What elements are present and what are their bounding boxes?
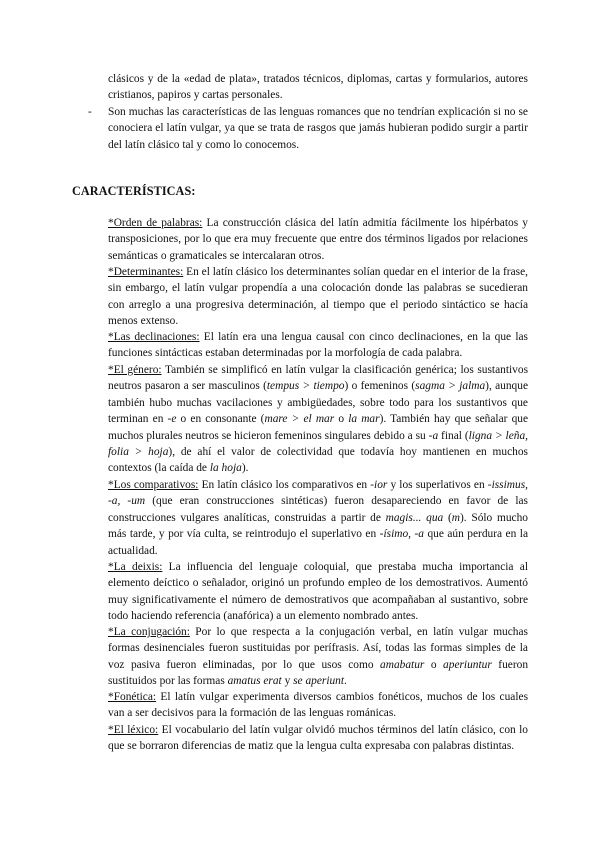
section-title: *Determinantes: [108, 266, 184, 278]
section-title: *Las declinaciones: [108, 331, 200, 343]
example-word: mare > el mar [264, 413, 335, 426]
section-text: ), de ahí el valor de colectividad que todavía hoy mantienen en muchos contextos (la caída de [108, 446, 528, 475]
section-text: La construcción clásica del latín admitía fácilmente los hipérbatos y transposiciones, por lo que era muy frecuente que entre dos términos ligados por relaciones semánticas o gramaticales se intercalaran otros. [108, 217, 528, 262]
section-text: fueron sustituidos por las formas [108, 658, 529, 688]
section-text: ). [241, 462, 249, 475]
section-genero [108, 362, 528, 477]
section-text: El vocabulario del latín vulgar olvidó muchos términos del latín clásico, con lo que se borraron diferencias de matiz que la lengua culta expresaba con palabras distintas. [108, 724, 529, 753]
section-text: La influencia del lenguaje coloquial, que prestaba mucha importancia al elemento deíctico o señalador, originó un profundo empleo de los demostrativos. Aumentó muy significativamente el número de demostrativos que acompañaban al sustantivo, sobre todo haciendo referencia (anafórica) a un elemento nombrado antes. [108, 561, 529, 623]
example-word: -a [428, 429, 439, 442]
section-text: (que eran construcciones sintéticas) fueron desapareciendo en favor de las construcciones vulgares analíticas, construidas a partir de [108, 495, 528, 524]
bullet-marker: - [88, 106, 92, 118]
bullet-paragraph [88, 104, 528, 153]
section-fonetica [108, 689, 528, 722]
section-text: o [424, 658, 444, 671]
section-text: ), aunque también hubo muchas vacilaciones y ambigüedades, sobre todo para los sustantivos que terminan en [108, 380, 529, 426]
example-word: magis... qua [385, 511, 444, 524]
section-title: *Fonética: [108, 691, 157, 703]
section-orden-de-palabras [108, 215, 528, 264]
section-text: En el latín clásico los determinantes solían quedar en el interior de la frase, sin embargo, el latín vulgar propendía a una colocación donde las palabras se sucedieran con arreglo a una progresiva determinación, al tiempo que el periodo sintáctico se hacía menos extenso. [108, 266, 528, 328]
section-text: ). Sólo mucho más tarde, y por vía culta, se reintrodujo el superlativo en [108, 511, 528, 541]
section-text: Por lo que respecta a la conjugación verbal, en latín vulgar muchas formas desinenciales fueron sustituidas por perífrasis. Así, todas las formas simples de la voz pasiva fueron eliminadas, por lo que usos como [108, 626, 528, 671]
section-text: ). También hay que señalar que muchos plurales neutros se hicieron femeninos singulares debido a su [108, 413, 529, 442]
section-text: final ( [438, 429, 469, 442]
section-text: o [334, 413, 349, 426]
section-title: *El léxico: [108, 724, 159, 736]
example-word: la hoja [209, 462, 242, 475]
section-declinaciones [108, 329, 528, 362]
section-lexico [108, 722, 528, 755]
section-heading: CARACTERÍSTICAS: [72, 184, 196, 198]
section-title: *Los comparativos: [108, 479, 199, 491]
section-deixis [108, 559, 528, 625]
section-comparativos [108, 477, 528, 559]
section-text: El latín vulgar experimenta diversos cambios fonéticos, muchos de los cuales van a ser decisivos para la formación de las lenguas románicas. [108, 691, 528, 720]
section-text: y [281, 675, 294, 688]
section-text: El latín era una lengua causal con cinco declinaciones, en la que las funciones sintácticas estaban determinadas por la morfología de cada palabra. [108, 331, 528, 360]
section-title: *La conjugación: [108, 626, 190, 638]
section-text: . [344, 675, 347, 688]
section-title: *Orden de palabras: [108, 217, 203, 229]
section-text: También se simplificó en latín vulgar la clasificación genérica; los sustantivos neutros pasaron a ser masculinos ( [108, 364, 529, 393]
example-word: tempus > tiempo [266, 380, 345, 393]
intro-paragraph: clásicos y de la «edad de plata», tratados técnicos, diplomas, cartas y formularios, autores cristianos, papiros y cartas personales. [108, 73, 528, 102]
section-text: ) o femeninos ( [344, 380, 416, 393]
section-text: y los superlativos en [387, 479, 488, 491]
section-text: que aún perdura en la actualidad. [108, 528, 528, 557]
example-word: -e [167, 413, 177, 426]
example-word: m [451, 511, 460, 524]
bullet-text: Son muchas las características de las lenguas romances que no tendrían explicación si no se conociera el latín vulgar, ya que se trata de rasgos que jamás hubieran podido surgir a partir del latín clásico tal y como lo conocemos. [108, 106, 528, 151]
example-word: sagma > jalma [415, 380, 486, 393]
example-word: amabatur [380, 658, 425, 671]
section-title: *El género: [108, 364, 162, 376]
section-text: En latín clásico los comparativos en [198, 479, 371, 491]
example-word: -ior [370, 479, 388, 491]
section-text: o en consonante ( [176, 413, 265, 426]
section-conjugacion [108, 624, 528, 690]
section-determinantes [108, 264, 528, 330]
section-text: ( [443, 511, 452, 524]
example-word: se aperiunt [293, 675, 345, 688]
example-word: aperiuntur [443, 658, 492, 671]
example-word: -issimus, -a, -um [108, 479, 528, 508]
example-word: ligna > leña, folia > hoja [108, 429, 528, 459]
example-word: -ísimo, -a [379, 528, 424, 541]
example-word: amatus erat [227, 675, 282, 688]
example-word: la mar [348, 413, 380, 426]
section-title: *La deixis: [108, 561, 163, 573]
